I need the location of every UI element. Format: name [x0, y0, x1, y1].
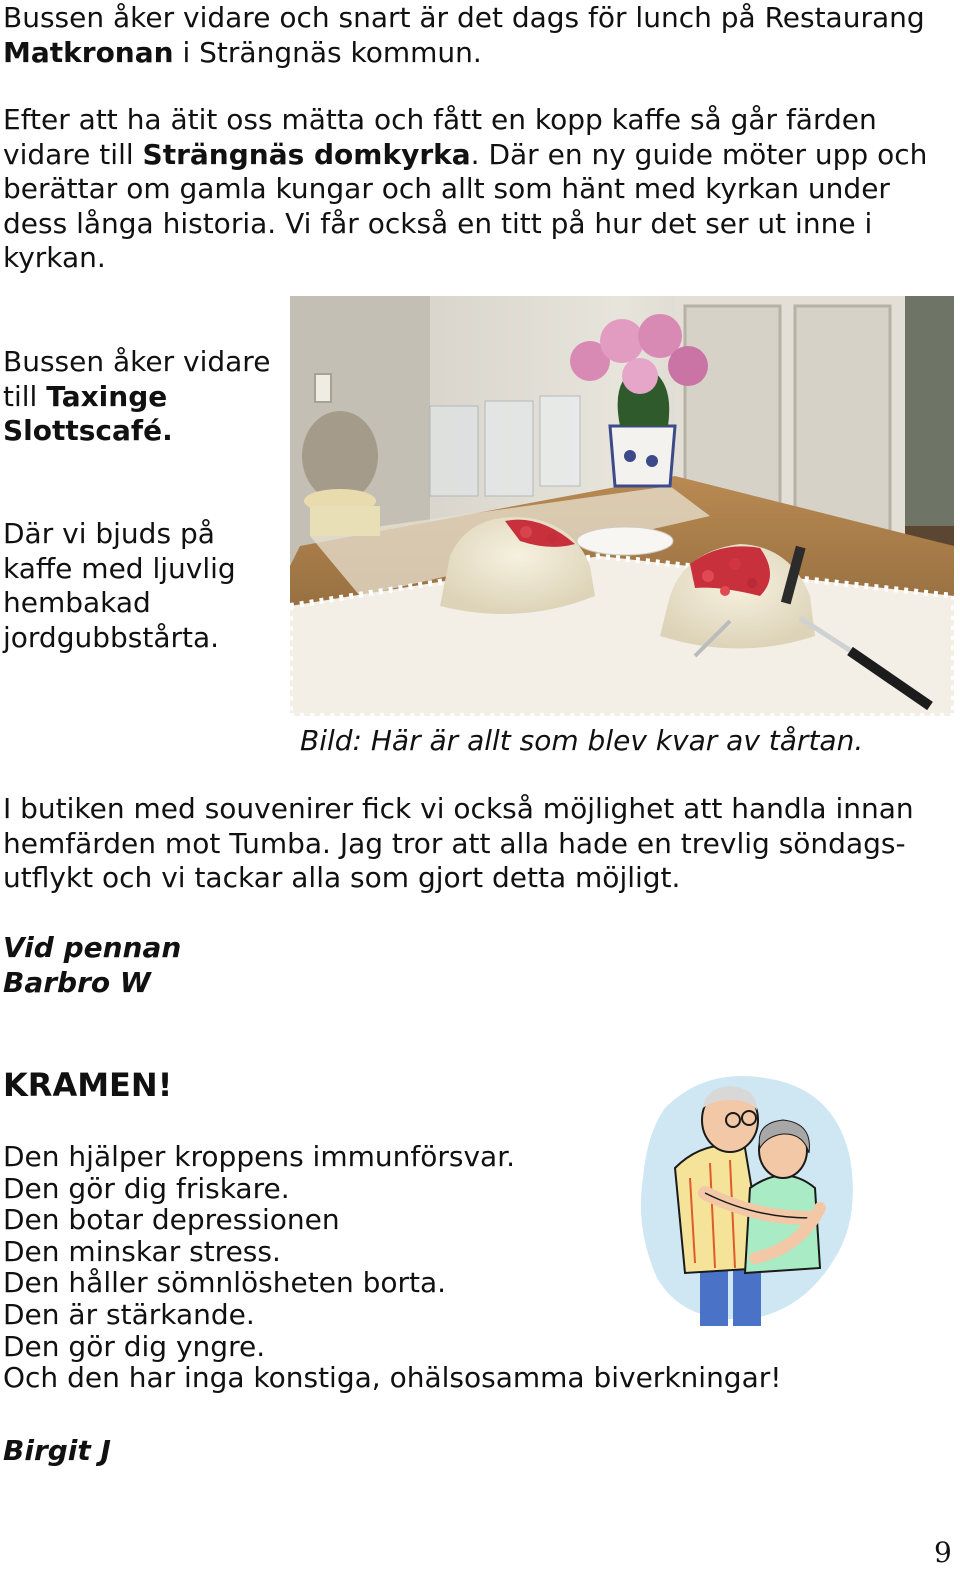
intro-paragraph: [3, 1, 953, 70]
cathedral-paragraph: [3, 103, 953, 276]
signature-line-2: Barbro W: [3, 965, 151, 999]
page-number: 9: [934, 1536, 952, 1569]
list-item: Den håller sömnlösheten borta.: [3, 1266, 447, 1300]
cathedral-text-post: . Där en ny guide möter upp och berättar om gamla kungar och allt som hänt med kyrkan under dess långa historia. Vi får också en titt på hur det ser ut inne i kyrkan.: [3, 137, 928, 274]
cafe-name: Taxinge Slottscafé.: [3, 379, 173, 447]
kramen-heading: KRAMEN!: [3, 1066, 173, 1104]
shop-paragraph: I butiken med souvenirer fick vi också möjlighet att handla innan hemfärden mot Tumba. Jag tror att alla hade en trevlig söndags-utflykt och vi tackar alla som gjort detta möjligt.: [3, 792, 914, 894]
hugging-couple-clipart: [635, 1068, 860, 1330]
cathedral-text-pre: Efter att ha ätit oss mätta och fått en kopp kaffe så går färden vidare till: [3, 103, 877, 171]
signature-line-1: Vid pennan: [3, 931, 182, 964]
list-item: Och den har inga konstiga, ohälsosamma biverkningar!: [3, 1361, 782, 1395]
cake-paragraph: Där vi bjuds på kaffe med ljuvlig hembakad jordgubbstårta.: [3, 517, 236, 654]
intro-text-pre: Bussen åker vidare och snart är det dags för lunch på Restaurang: [3, 1, 925, 34]
cake-photo: [290, 296, 954, 716]
cathedral-name: Strängnäs domkyrka: [142, 137, 471, 171]
intro-text-post: i Strängnäs kommun.: [173, 35, 482, 69]
cafe-paragraph: [3, 345, 273, 449]
restaurant-name: Matkronan: [3, 35, 174, 69]
list-item: Den gör dig yngre.: [3, 1329, 266, 1363]
photo-caption: Bild: Här är allt som blev kvar av tårtan.: [300, 724, 864, 757]
cafe-text-pre: Bussen åker vidare till: [3, 345, 271, 413]
list-item: Den minskar stress.: [3, 1234, 281, 1268]
list-item: Den hjälper kroppens immunförsvar.: [3, 1140, 516, 1173]
author-signature: [3, 931, 181, 1000]
list-item: Den gör dig friskare.: [3, 1171, 290, 1205]
poem-signature: Birgit J: [3, 1434, 111, 1467]
list-item: Den botar depressionen: [3, 1203, 340, 1237]
list-item: Den är stärkande.: [3, 1297, 255, 1331]
